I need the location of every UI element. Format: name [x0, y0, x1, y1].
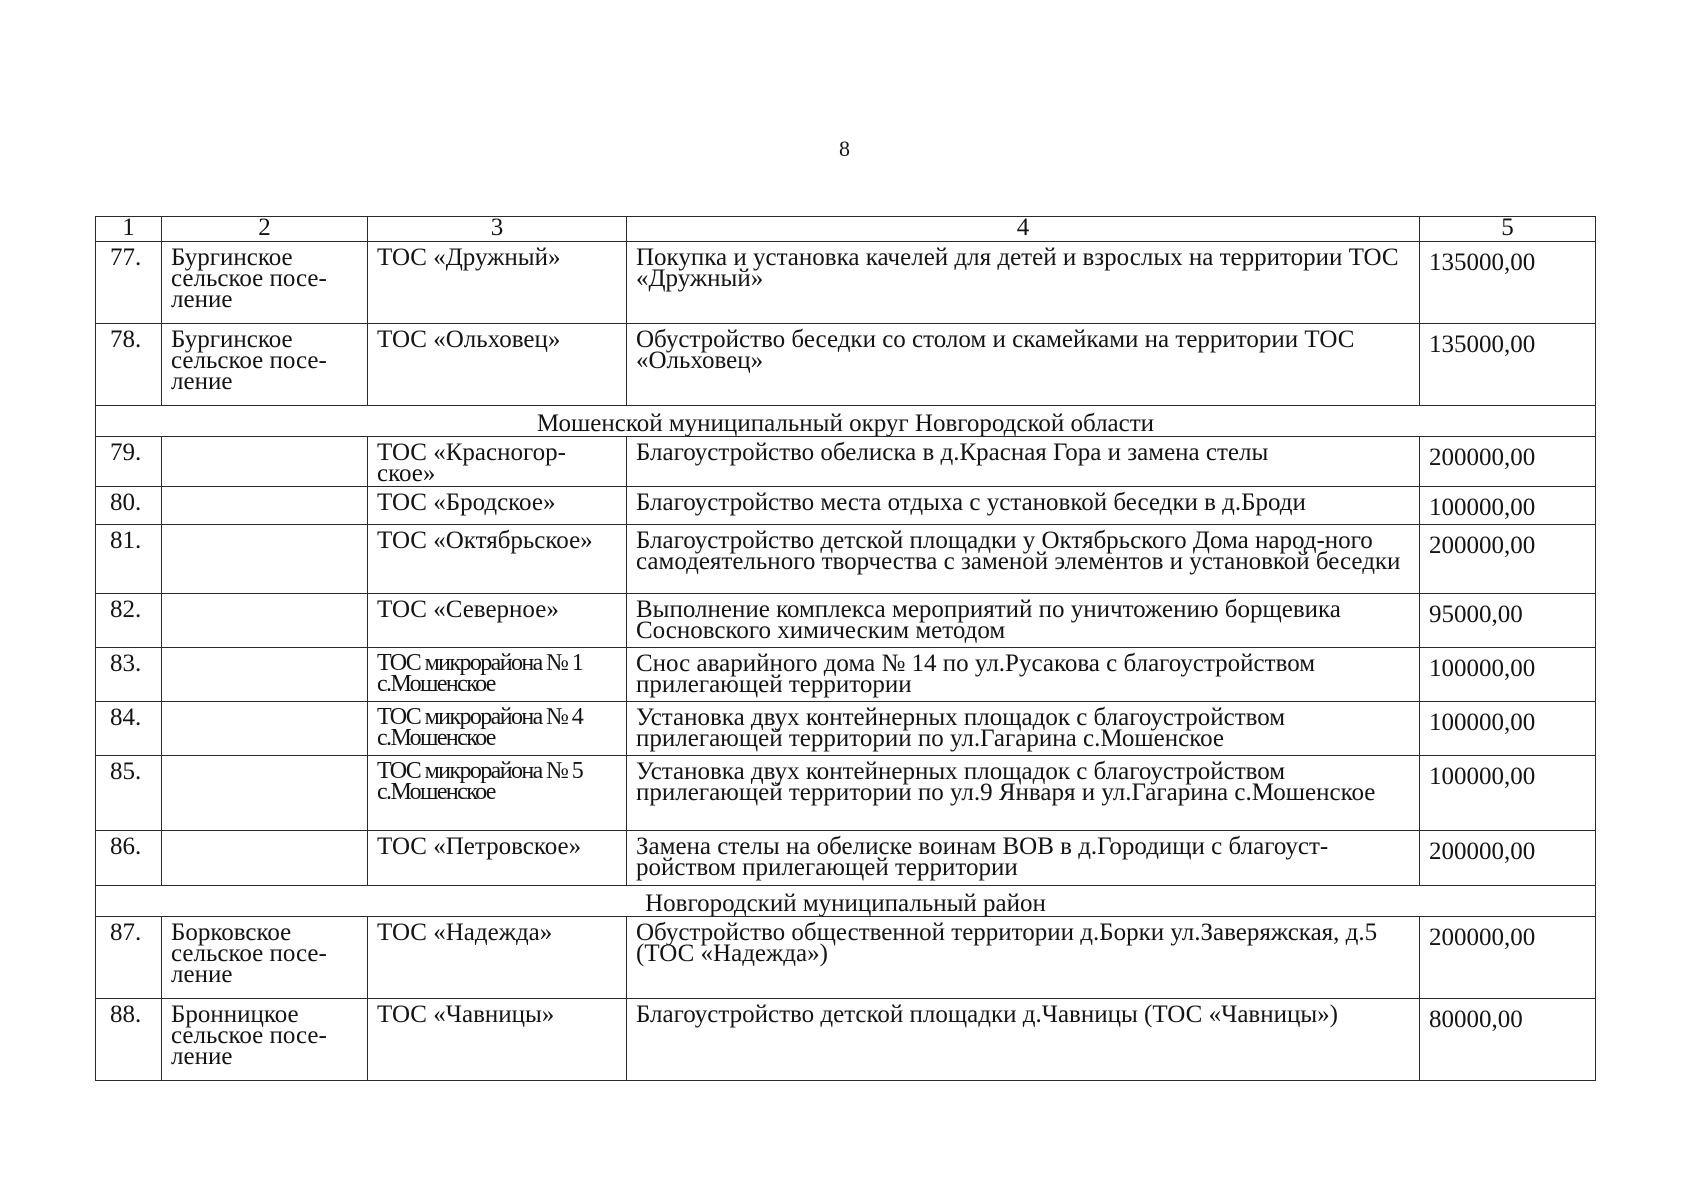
row-number: 79.: [96, 437, 162, 487]
header-col-3: 3: [368, 217, 627, 242]
table-row: [96, 702, 1596, 756]
settlement-cell: [162, 437, 368, 487]
amount-cell: 100000,00: [1420, 702, 1596, 756]
row-number: 78.: [96, 324, 162, 406]
row-number: 83.: [96, 648, 162, 702]
tos-cell: ТОС «Октябрьское»: [368, 525, 627, 594]
tos-cell: ТОС микрорайона № 1 с.Мошенское: [368, 648, 627, 702]
description-cell: Благоустройство детской площадки у Октябрьского Дома народ-ного самодеятельного творчества с заменой элементов и установкой беседки: [627, 525, 1420, 594]
tos-cell: ТОС «Северное»: [368, 594, 627, 648]
description-cell: Установка двух контейнерных площадок с благоустройством прилегающей территории по ул.Гагарина с.Мошенское: [627, 702, 1420, 756]
description-cell: Покупка и установка качелей для детей и взрослых на территории ТОС «Дружный»: [627, 242, 1420, 324]
amount-cell: 80000,00: [1420, 999, 1596, 1081]
settlement-cell: [162, 487, 368, 525]
description-cell: Снос аварийного дома № 14 по ул.Русакова с благоустройством прилегающей территории: [627, 648, 1420, 702]
amount-cell: 135000,00: [1420, 242, 1596, 324]
amount-cell: 135000,00: [1420, 324, 1596, 406]
description-cell: Выполнение комплекса мероприятий по уничтожению борщевика Сосновского химическим методом: [627, 594, 1420, 648]
tos-cell: ТОС «Красногор-ское»: [368, 437, 627, 487]
tos-cell: ТОС «Бродское»: [368, 487, 627, 525]
header-col-1: 1: [96, 217, 162, 242]
row-number: 88.: [96, 999, 162, 1081]
section-title: Мошенской муниципальный округ Новгородской области: [96, 406, 1596, 437]
description-cell: Благоустройство обелиска в д.Красная Гора и замена стелы: [627, 437, 1420, 487]
description-cell: Обустройство беседки со столом и скамейками на территории ТОС «Ольховец»: [627, 324, 1420, 406]
amount-cell: 200000,00: [1420, 525, 1596, 594]
settlement-cell: [162, 648, 368, 702]
row-number: 86.: [96, 831, 162, 886]
settlement-cell: [162, 525, 368, 594]
settlement-cell: Борковское сельское посе-ление: [162, 917, 368, 999]
header-col-2: 2: [162, 217, 368, 242]
row-number: 85.: [96, 756, 162, 831]
tos-cell: ТОС «Дружный»: [368, 242, 627, 324]
tos-cell: ТОС микрорайона № 5 с.Мошенское: [368, 756, 627, 831]
row-number: 81.: [96, 525, 162, 594]
table-row: [96, 242, 1596, 324]
page-number: 8: [839, 136, 850, 161]
row-number: 77.: [96, 242, 162, 324]
settlement-cell: [162, 756, 368, 831]
table-row: [96, 594, 1596, 648]
amount-cell: 200000,00: [1420, 437, 1596, 487]
amount-cell: 200000,00: [1420, 831, 1596, 886]
description-cell: Установка двух контейнерных площадок с благоустройством прилегающей территории по ул.9 Января и ул.Гагарина с.Мошенское: [627, 756, 1420, 831]
section-title: Новгородский муниципальный район: [96, 886, 1596, 917]
table-row: [96, 525, 1596, 594]
header-col-4: 4: [627, 217, 1420, 242]
amount-cell: 200000,00: [1420, 917, 1596, 999]
table-row: [96, 999, 1596, 1081]
settlement-cell: Бронницкое сельское посе-ление: [162, 999, 368, 1081]
settlement-cell: Бургинское сельское посе-ление: [162, 242, 368, 324]
settlement-cell: Бургинское сельское посе-ление: [162, 324, 368, 406]
tos-cell: ТОС «Ольховец»: [368, 324, 627, 406]
tos-cell: ТОС «Петровское»: [368, 831, 627, 886]
amount-cell: 100000,00: [1420, 487, 1596, 525]
tos-cell: ТОС «Чавницы»: [368, 999, 627, 1081]
description-cell: Обустройство общественной территории д.Борки ул.Заверяжская, д.5 (ТОС «Надежда»): [627, 917, 1420, 999]
settlement-cell: [162, 831, 368, 886]
settlement-cell: [162, 702, 368, 756]
row-number: 80.: [96, 487, 162, 525]
settlement-cell: [162, 594, 368, 648]
table-row: [96, 756, 1596, 831]
amount-cell: 100000,00: [1420, 648, 1596, 702]
section-row: [96, 886, 1596, 917]
table-row: [96, 831, 1596, 886]
row-number: 87.: [96, 917, 162, 999]
table-row: [96, 487, 1596, 525]
header-col-5: 5: [1420, 217, 1596, 242]
table-row: [96, 917, 1596, 999]
amount-cell: 95000,00: [1420, 594, 1596, 648]
tos-cell: ТОС микрорайона № 4 с.Мошенское: [368, 702, 627, 756]
tos-cell: ТОС «Надежда»: [368, 917, 627, 999]
section-row: [96, 406, 1596, 437]
amount-cell: 100000,00: [1420, 756, 1596, 831]
table-header-row: [96, 217, 1596, 242]
description-cell: Замена стелы на обелиске воинам ВОВ в д.Городищи с благоуст-ройством прилегающей территории: [627, 831, 1420, 886]
table-row: [96, 648, 1596, 702]
row-number: 82.: [96, 594, 162, 648]
description-cell: Благоустройство детской площадки д.Чавницы (ТОС «Чавницы»): [627, 999, 1420, 1081]
row-number: 84.: [96, 702, 162, 756]
table-row: [96, 324, 1596, 406]
grants-table: [95, 216, 1596, 1081]
description-cell: Благоустройство места отдыха с установкой беседки в д.Броди: [627, 487, 1420, 525]
table-row: [96, 437, 1596, 487]
